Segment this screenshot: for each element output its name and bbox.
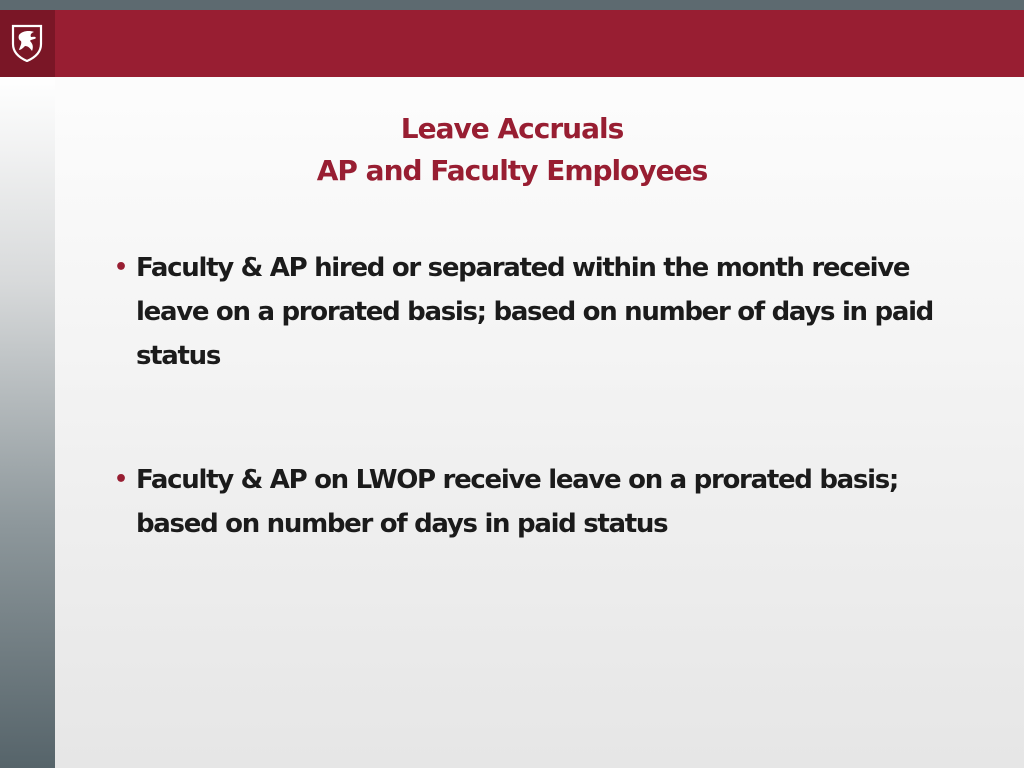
logo-block: [0, 10, 55, 77]
bullet-item: [112, 458, 972, 546]
bullet-marker: •: [114, 255, 127, 280]
bullet-list: [112, 246, 972, 546]
bullet-text: Faculty & AP hired or separated within the month receive leave on a prorated basis; based on number of days in paid status: [136, 253, 933, 371]
wsu-logo-icon: [10, 24, 44, 62]
bullet-item: [112, 246, 972, 378]
top-strip: [0, 0, 1024, 10]
slide-title: [55, 108, 969, 192]
left-sidebar-gradient: [0, 77, 55, 768]
header-bar: [0, 10, 1024, 77]
bullet-marker: •: [114, 467, 127, 492]
bullet-text: Faculty & AP on LWOP receive leave on a prorated basis; based on number of days in paid status: [136, 465, 898, 539]
title-line-1: Leave Accruals: [400, 112, 624, 145]
title-line-2: AP and Faculty Employees: [316, 154, 708, 187]
